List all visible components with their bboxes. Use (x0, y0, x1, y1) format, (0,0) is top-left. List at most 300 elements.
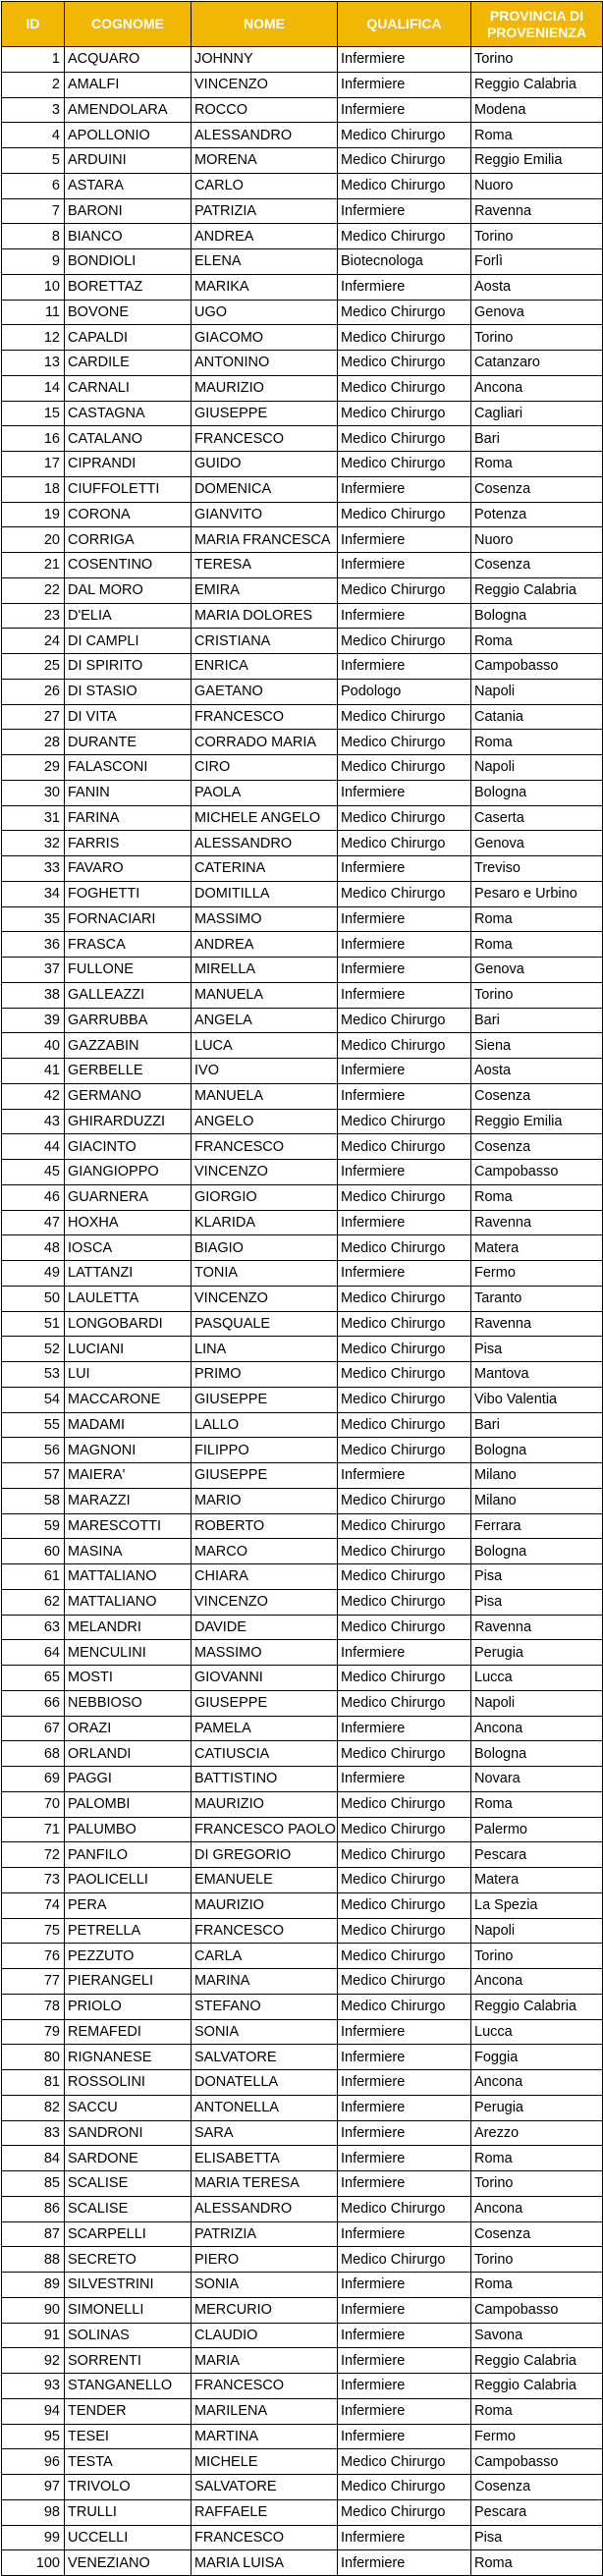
cell-provincia: Reggio Calabria (471, 2374, 603, 2399)
cell-qualifica: Medico Chirurgo (338, 1362, 471, 1388)
cell-cognome: SOLINAS (65, 2323, 192, 2348)
table-row (2, 274, 603, 300)
cell-cognome: ARDUINI (65, 148, 192, 174)
cell-qualifica: Infermiere (338, 2297, 471, 2323)
cell-nome: CATERINA (192, 856, 338, 882)
cell-cognome: TESTA (65, 2449, 192, 2475)
cell-id: 12 (2, 325, 65, 351)
cell-nome: ANTONINO (192, 351, 338, 376)
cell-cognome: MOSTI (65, 1666, 192, 1691)
cell-qualifica: Medico Chirurgo (338, 1513, 471, 1539)
cell-cognome: IOSCA (65, 1235, 192, 1261)
cell-nome: MERCURIO (192, 2297, 338, 2323)
cell-provincia: Campobasso (471, 2297, 603, 2323)
cell-provincia: Ravenna (471, 1311, 603, 1337)
cell-nome: MAURIZIO (192, 375, 338, 401)
cell-nome: CIRO (192, 755, 338, 781)
cell-provincia: Roma (471, 2550, 603, 2576)
cell-provincia: Torino (471, 2171, 603, 2197)
table-row (2, 1994, 603, 2019)
table-row (2, 805, 603, 831)
cell-qualifica: Medico Chirurgo (338, 1134, 471, 1160)
cell-cognome: PALUMBO (65, 1817, 192, 1842)
cell-nome: FRANCESCO (192, 704, 338, 730)
cell-cognome: GERBELLE (65, 1059, 192, 1084)
cell-cognome: FARRIS (65, 831, 192, 856)
cell-id: 10 (2, 274, 65, 300)
cell-provincia: Reggio Calabria (471, 1994, 603, 2019)
cell-cognome: MENCULINI (65, 1640, 192, 1666)
table-row (2, 72, 603, 97)
cell-qualifica: Infermiere (338, 2070, 471, 2096)
table-row (2, 1184, 603, 1210)
table-row (2, 629, 603, 654)
header-nome: NOME (192, 2, 338, 47)
cell-cognome: FAVARO (65, 856, 192, 882)
cell-nome: MAURIZIO (192, 1892, 338, 1918)
cell-nome: ROBERTO (192, 1513, 338, 1539)
cell-nome: GIACOMO (192, 325, 338, 351)
cell-cognome: MAIERA' (65, 1463, 192, 1489)
cell-nome: ALESSANDRO (192, 123, 338, 148)
cell-id: 19 (2, 502, 65, 527)
cell-provincia: Foggia (471, 2045, 603, 2070)
cell-cognome: FANIN (65, 780, 192, 805)
cell-nome: DI GREGORIO (192, 1842, 338, 1868)
table-row (2, 1589, 603, 1615)
table-row (2, 1615, 603, 1640)
cell-provincia: Perugia (471, 1640, 603, 1666)
table-row (2, 452, 603, 477)
cell-nome: TERESA (192, 553, 338, 578)
cell-provincia: Milano (471, 1488, 603, 1513)
cell-id: 55 (2, 1412, 65, 1438)
cell-id: 48 (2, 1235, 65, 1261)
cell-id: 20 (2, 527, 65, 553)
cell-provincia: Ancona (471, 2196, 603, 2221)
cell-cognome: SORRENTI (65, 2348, 192, 2374)
table-row (2, 1412, 603, 1438)
cell-cognome: MELANDRI (65, 1615, 192, 1640)
cell-id: 22 (2, 577, 65, 603)
cell-nome: MARTINA (192, 2424, 338, 2449)
cell-qualifica: Medico Chirurgo (338, 401, 471, 426)
cell-provincia: Roma (471, 1184, 603, 1210)
cell-nome: MANUELA (192, 982, 338, 1008)
cell-cognome: PIERANGELI (65, 1969, 192, 1995)
cell-provincia: Ancona (471, 1969, 603, 1995)
cell-cognome: MARAZZI (65, 1488, 192, 1513)
table-row (2, 1791, 603, 1817)
cell-nome: MARILENA (192, 2398, 338, 2424)
cell-cognome: NEBBIOSO (65, 1690, 192, 1716)
cell-id: 97 (2, 2475, 65, 2500)
header-id: ID (2, 2, 65, 47)
cell-nome: CLAUDIO (192, 2323, 338, 2348)
cell-provincia: Roma (471, 2273, 603, 2298)
table-row (2, 2045, 603, 2070)
cell-id: 96 (2, 2449, 65, 2475)
cell-cognome: GIACINTO (65, 1134, 192, 1160)
cell-nome: ANGELO (192, 1109, 338, 1134)
cell-nome: MARIA TERESA (192, 2171, 338, 2197)
cell-qualifica: Infermiere (338, 1640, 471, 1666)
cell-nome: SARA (192, 2120, 338, 2146)
cell-nome: MASSIMO (192, 906, 338, 932)
cell-id: 74 (2, 1892, 65, 1918)
cell-provincia: Genova (471, 831, 603, 856)
cell-provincia: Matera (471, 1235, 603, 1261)
cell-nome: GIORGIO (192, 1184, 338, 1210)
cell-nome: GIUSEPPE (192, 401, 338, 426)
cell-id: 53 (2, 1362, 65, 1388)
cell-provincia: La Spezia (471, 1892, 603, 1918)
cell-nome: GUIDO (192, 452, 338, 477)
cell-cognome: GIANGIOPPO (65, 1160, 192, 1185)
cell-id: 15 (2, 401, 65, 426)
cell-nome: LINA (192, 1337, 338, 1362)
cell-cognome: LATTANZI (65, 1261, 192, 1287)
cell-nome: MICHELE ANGELO (192, 805, 338, 831)
table-row (2, 1513, 603, 1539)
cell-cognome: PALOMBI (65, 1791, 192, 1817)
cell-cognome: CIUFFOLETTI (65, 476, 192, 502)
cell-id: 41 (2, 1059, 65, 1084)
cell-cognome: MATTALIANO (65, 1564, 192, 1590)
table-row (2, 1387, 603, 1412)
cell-qualifica: Infermiere (338, 1160, 471, 1185)
cell-nome: GIOVANNI (192, 1666, 338, 1691)
cell-provincia: Arezzo (471, 2120, 603, 2146)
table-row (2, 2273, 603, 2298)
cell-provincia: Torino (471, 982, 603, 1008)
cell-qualifica: Infermiere (338, 2323, 471, 2348)
cell-cognome: BARONI (65, 198, 192, 224)
cell-qualifica: Infermiere (338, 72, 471, 97)
cell-nome: UGO (192, 300, 338, 325)
cell-cognome: DI CAMPLI (65, 629, 192, 654)
cell-cognome: DI VITA (65, 704, 192, 730)
cell-provincia: Taranto (471, 1286, 603, 1311)
cell-qualifica: Infermiere (338, 274, 471, 300)
cell-provincia: Ravenna (471, 1615, 603, 1640)
table-row (2, 476, 603, 502)
cell-qualifica: Infermiere (338, 1767, 471, 1792)
cell-provincia: Palermo (471, 1817, 603, 1842)
table-row (2, 1842, 603, 1868)
cell-id: 85 (2, 2171, 65, 2197)
table-row (2, 1944, 603, 1969)
cell-nome: CORRADO MARIA (192, 730, 338, 755)
cell-provincia: Mantova (471, 1362, 603, 1388)
cell-provincia: Reggio Emilia (471, 1109, 603, 1134)
cell-nome: SALVATORE (192, 2045, 338, 2070)
table-row (2, 958, 603, 983)
cell-nome: ANGELA (192, 1008, 338, 1033)
cell-id: 95 (2, 2424, 65, 2449)
cell-id: 9 (2, 249, 65, 275)
cell-cognome: SARDONE (65, 2146, 192, 2171)
cell-cognome: PRIOLO (65, 1994, 192, 2019)
cell-id: 71 (2, 1817, 65, 1842)
cell-qualifica: Medico Chirurgo (338, 881, 471, 906)
cell-provincia: Ravenna (471, 1210, 603, 1235)
cell-nome: CHIARA (192, 1564, 338, 1590)
cell-nome: MIRELLA (192, 958, 338, 983)
cell-nome: ANTONELLA (192, 2095, 338, 2120)
table-row (2, 1083, 603, 1109)
cell-cognome: LUI (65, 1362, 192, 1388)
cell-cognome: CARNALI (65, 375, 192, 401)
cell-qualifica: Infermiere (338, 2045, 471, 2070)
cell-qualifica: Infermiere (338, 2095, 471, 2120)
cell-qualifica: Infermiere (338, 47, 471, 73)
cell-provincia: Pisa (471, 2525, 603, 2550)
table-row (2, 148, 603, 174)
cell-cognome: GUARNERA (65, 1184, 192, 1210)
cell-provincia: Reggio Emilia (471, 148, 603, 174)
cell-id: 70 (2, 1791, 65, 1817)
cell-provincia: Forlì (471, 249, 603, 275)
cell-provincia: Bari (471, 426, 603, 452)
cell-qualifica: Infermiere (338, 2146, 471, 2171)
table-row (2, 1640, 603, 1666)
cell-cognome: PERA (65, 1892, 192, 1918)
cell-cognome: PETRELLA (65, 1918, 192, 1944)
cell-cognome: TRIVOLO (65, 2475, 192, 2500)
cell-qualifica: Medico Chirurgo (338, 1817, 471, 1842)
cell-qualifica: Medico Chirurgo (338, 1539, 471, 1564)
table-row (2, 2221, 603, 2247)
cell-provincia: Reggio Calabria (471, 2348, 603, 2374)
cell-qualifica: Medico Chirurgo (338, 123, 471, 148)
cell-id: 47 (2, 1210, 65, 1235)
cell-nome: SONIA (192, 2273, 338, 2298)
cell-qualifica: Medico Chirurgo (338, 1488, 471, 1513)
cell-cognome: SCALISE (65, 2196, 192, 2221)
cell-nome: MARIA LUISA (192, 2550, 338, 2576)
cell-cognome: FARINA (65, 805, 192, 831)
cell-id: 62 (2, 1589, 65, 1615)
cell-nome: VINCENZO (192, 1160, 338, 1185)
cell-cognome: ORLANDI (65, 1741, 192, 1767)
cell-cognome: BOVONE (65, 300, 192, 325)
cell-provincia: Lucca (471, 1666, 603, 1691)
cell-provincia: Ancona (471, 375, 603, 401)
cell-qualifica: Infermiere (338, 2550, 471, 2576)
cell-cognome: FORNACIARI (65, 906, 192, 932)
cell-nome: PAMELA (192, 1716, 338, 1741)
cell-qualifica: Medico Chirurgo (338, 452, 471, 477)
cell-id: 36 (2, 932, 65, 958)
cell-id: 51 (2, 1311, 65, 1337)
table-row (2, 2525, 603, 2550)
cell-provincia: Roma (471, 1791, 603, 1817)
cell-id: 32 (2, 831, 65, 856)
table-row (2, 1362, 603, 1388)
cell-qualifica: Medico Chirurgo (338, 1337, 471, 1362)
cell-id: 86 (2, 2196, 65, 2221)
cell-nome: PASQUALE (192, 1311, 338, 1337)
table-row (2, 2247, 603, 2273)
cell-provincia: Roma (471, 932, 603, 958)
table-row (2, 2120, 603, 2146)
table-row (2, 730, 603, 755)
cell-id: 7 (2, 198, 65, 224)
cell-id: 59 (2, 1513, 65, 1539)
table-row (2, 704, 603, 730)
cell-qualifica: Infermiere (338, 2374, 471, 2399)
cell-nome: GIUSEPPE (192, 1690, 338, 1716)
table-row (2, 603, 603, 629)
cell-qualifica: Medico Chirurgo (338, 224, 471, 249)
cell-cognome: GAZZABIN (65, 1033, 192, 1059)
cell-cognome: MATTALIANO (65, 1589, 192, 1615)
cell-id: 56 (2, 1438, 65, 1463)
cell-nome: STEFANO (192, 1994, 338, 2019)
cell-id: 1 (2, 47, 65, 73)
cell-cognome: PAOLICELLI (65, 1868, 192, 1893)
cell-id: 37 (2, 958, 65, 983)
table-row (2, 2348, 603, 2374)
cell-nome: PATRIZIA (192, 2221, 338, 2247)
table-row (2, 2146, 603, 2171)
cell-cognome: DAL MORO (65, 577, 192, 603)
cell-cognome: MARESCOTTI (65, 1513, 192, 1539)
cell-provincia: Ravenna (471, 198, 603, 224)
cell-id: 81 (2, 2070, 65, 2096)
cell-qualifica: Medico Chirurgo (338, 1235, 471, 1261)
cell-nome: VINCENZO (192, 72, 338, 97)
cell-nome: FRANCESCO (192, 426, 338, 452)
cell-qualifica: Medico Chirurgo (338, 2499, 471, 2525)
cell-qualifica: Medico Chirurgo (338, 704, 471, 730)
cell-qualifica: Infermiere (338, 97, 471, 123)
cell-cognome: ROSSOLINI (65, 2070, 192, 2096)
cell-provincia: Savona (471, 2323, 603, 2348)
cell-qualifica: Infermiere (338, 2171, 471, 2197)
cell-provincia: Ancona (471, 2070, 603, 2096)
cell-qualifica: Infermiere (338, 2221, 471, 2247)
table-row (2, 97, 603, 123)
cell-cognome: SCALISE (65, 2171, 192, 2197)
cell-qualifica: Medico Chirurgo (338, 1412, 471, 1438)
cell-cognome: MACCARONE (65, 1387, 192, 1412)
cell-provincia: Roma (471, 2146, 603, 2171)
table-row (2, 1337, 603, 1362)
cell-qualifica: Infermiere (338, 932, 471, 958)
cell-provincia: Napoli (471, 1918, 603, 1944)
table-row (2, 1311, 603, 1337)
cell-nome: CRISTIANA (192, 629, 338, 654)
cell-nome: GIUSEPPE (192, 1463, 338, 1489)
cell-qualifica: Infermiere (338, 1463, 471, 1489)
cell-id: 2 (2, 72, 65, 97)
cell-qualifica: Medico Chirurgo (338, 1842, 471, 1868)
cell-id: 94 (2, 2398, 65, 2424)
cell-cognome: LUCIANI (65, 1337, 192, 1362)
cell-provincia: Bologna (471, 1438, 603, 1463)
table-row (2, 1235, 603, 1261)
table-row (2, 1488, 603, 1513)
table-row (2, 2019, 603, 2045)
cell-qualifica: Medico Chirurgo (338, 1008, 471, 1033)
table-row (2, 755, 603, 781)
cell-id: 31 (2, 805, 65, 831)
cell-nome: ANDREA (192, 224, 338, 249)
cell-id: 80 (2, 2045, 65, 2070)
cell-provincia: Ferrara (471, 1513, 603, 1539)
cell-cognome: PAGGI (65, 1767, 192, 1792)
cell-provincia: Vibo Valentia (471, 1387, 603, 1412)
cell-cognome: LONGOBARDI (65, 1311, 192, 1337)
table-row (2, 1690, 603, 1716)
cell-cognome: GARRUBBA (65, 1008, 192, 1033)
cell-id: 21 (2, 553, 65, 578)
cell-nome: VINCENZO (192, 1286, 338, 1311)
cell-qualifica: Infermiere (338, 198, 471, 224)
cell-qualifica: Biotecnologa (338, 249, 471, 275)
table-row (2, 198, 603, 224)
cell-id: 23 (2, 603, 65, 629)
cell-qualifica: Medico Chirurgo (338, 148, 471, 174)
cell-nome: ANDREA (192, 932, 338, 958)
cell-provincia: Pisa (471, 1564, 603, 1590)
cell-nome: GAETANO (192, 679, 338, 704)
table-row (2, 401, 603, 426)
cell-cognome: TRULLI (65, 2499, 192, 2525)
cell-provincia: Roma (471, 2398, 603, 2424)
cell-provincia: Ancona (471, 1716, 603, 1741)
cell-provincia: Bari (471, 1008, 603, 1033)
cell-id: 99 (2, 2525, 65, 2550)
cell-provincia: Fermo (471, 2424, 603, 2449)
cell-qualifica: Medico Chirurgo (338, 1387, 471, 1412)
header-provincia: PROVINCIA DI PROVENIENZA (471, 2, 603, 47)
cell-id: 88 (2, 2247, 65, 2273)
cell-provincia: Roma (471, 730, 603, 755)
cell-provincia: Aosta (471, 274, 603, 300)
cell-qualifica: Medico Chirurgo (338, 351, 471, 376)
cell-id: 84 (2, 2146, 65, 2171)
cell-qualifica: Infermiere (338, 2398, 471, 2424)
table-row (2, 1160, 603, 1185)
cell-cognome: FALASCONI (65, 755, 192, 781)
cell-provincia: Bologna (471, 780, 603, 805)
cell-qualifica: Medico Chirurgo (338, 2449, 471, 2475)
cell-id: 66 (2, 1690, 65, 1716)
cell-nome: ELISABETTA (192, 2146, 338, 2171)
table-row (2, 1741, 603, 1767)
cell-provincia: Cosenza (471, 476, 603, 502)
cell-id: 39 (2, 1008, 65, 1033)
cell-nome: FRANCESCO PAOLO (192, 1817, 338, 1842)
cell-provincia: Campobasso (471, 654, 603, 680)
cell-cognome: AMENDOLARA (65, 97, 192, 123)
cell-provincia: Campobasso (471, 1160, 603, 1185)
cell-id: 76 (2, 1944, 65, 1969)
cell-qualifica: Infermiere (338, 856, 471, 882)
cell-provincia: Pisa (471, 1337, 603, 1362)
cell-nome: BATTISTINO (192, 1767, 338, 1792)
table-row (2, 856, 603, 882)
cell-qualifica: Infermiere (338, 1210, 471, 1235)
cell-qualifica: Infermiere (338, 1261, 471, 1287)
table-row (2, 2374, 603, 2399)
cell-qualifica: Medico Chirurgo (338, 1994, 471, 2019)
cell-nome: DAVIDE (192, 1615, 338, 1640)
cell-cognome: CAPALDI (65, 325, 192, 351)
